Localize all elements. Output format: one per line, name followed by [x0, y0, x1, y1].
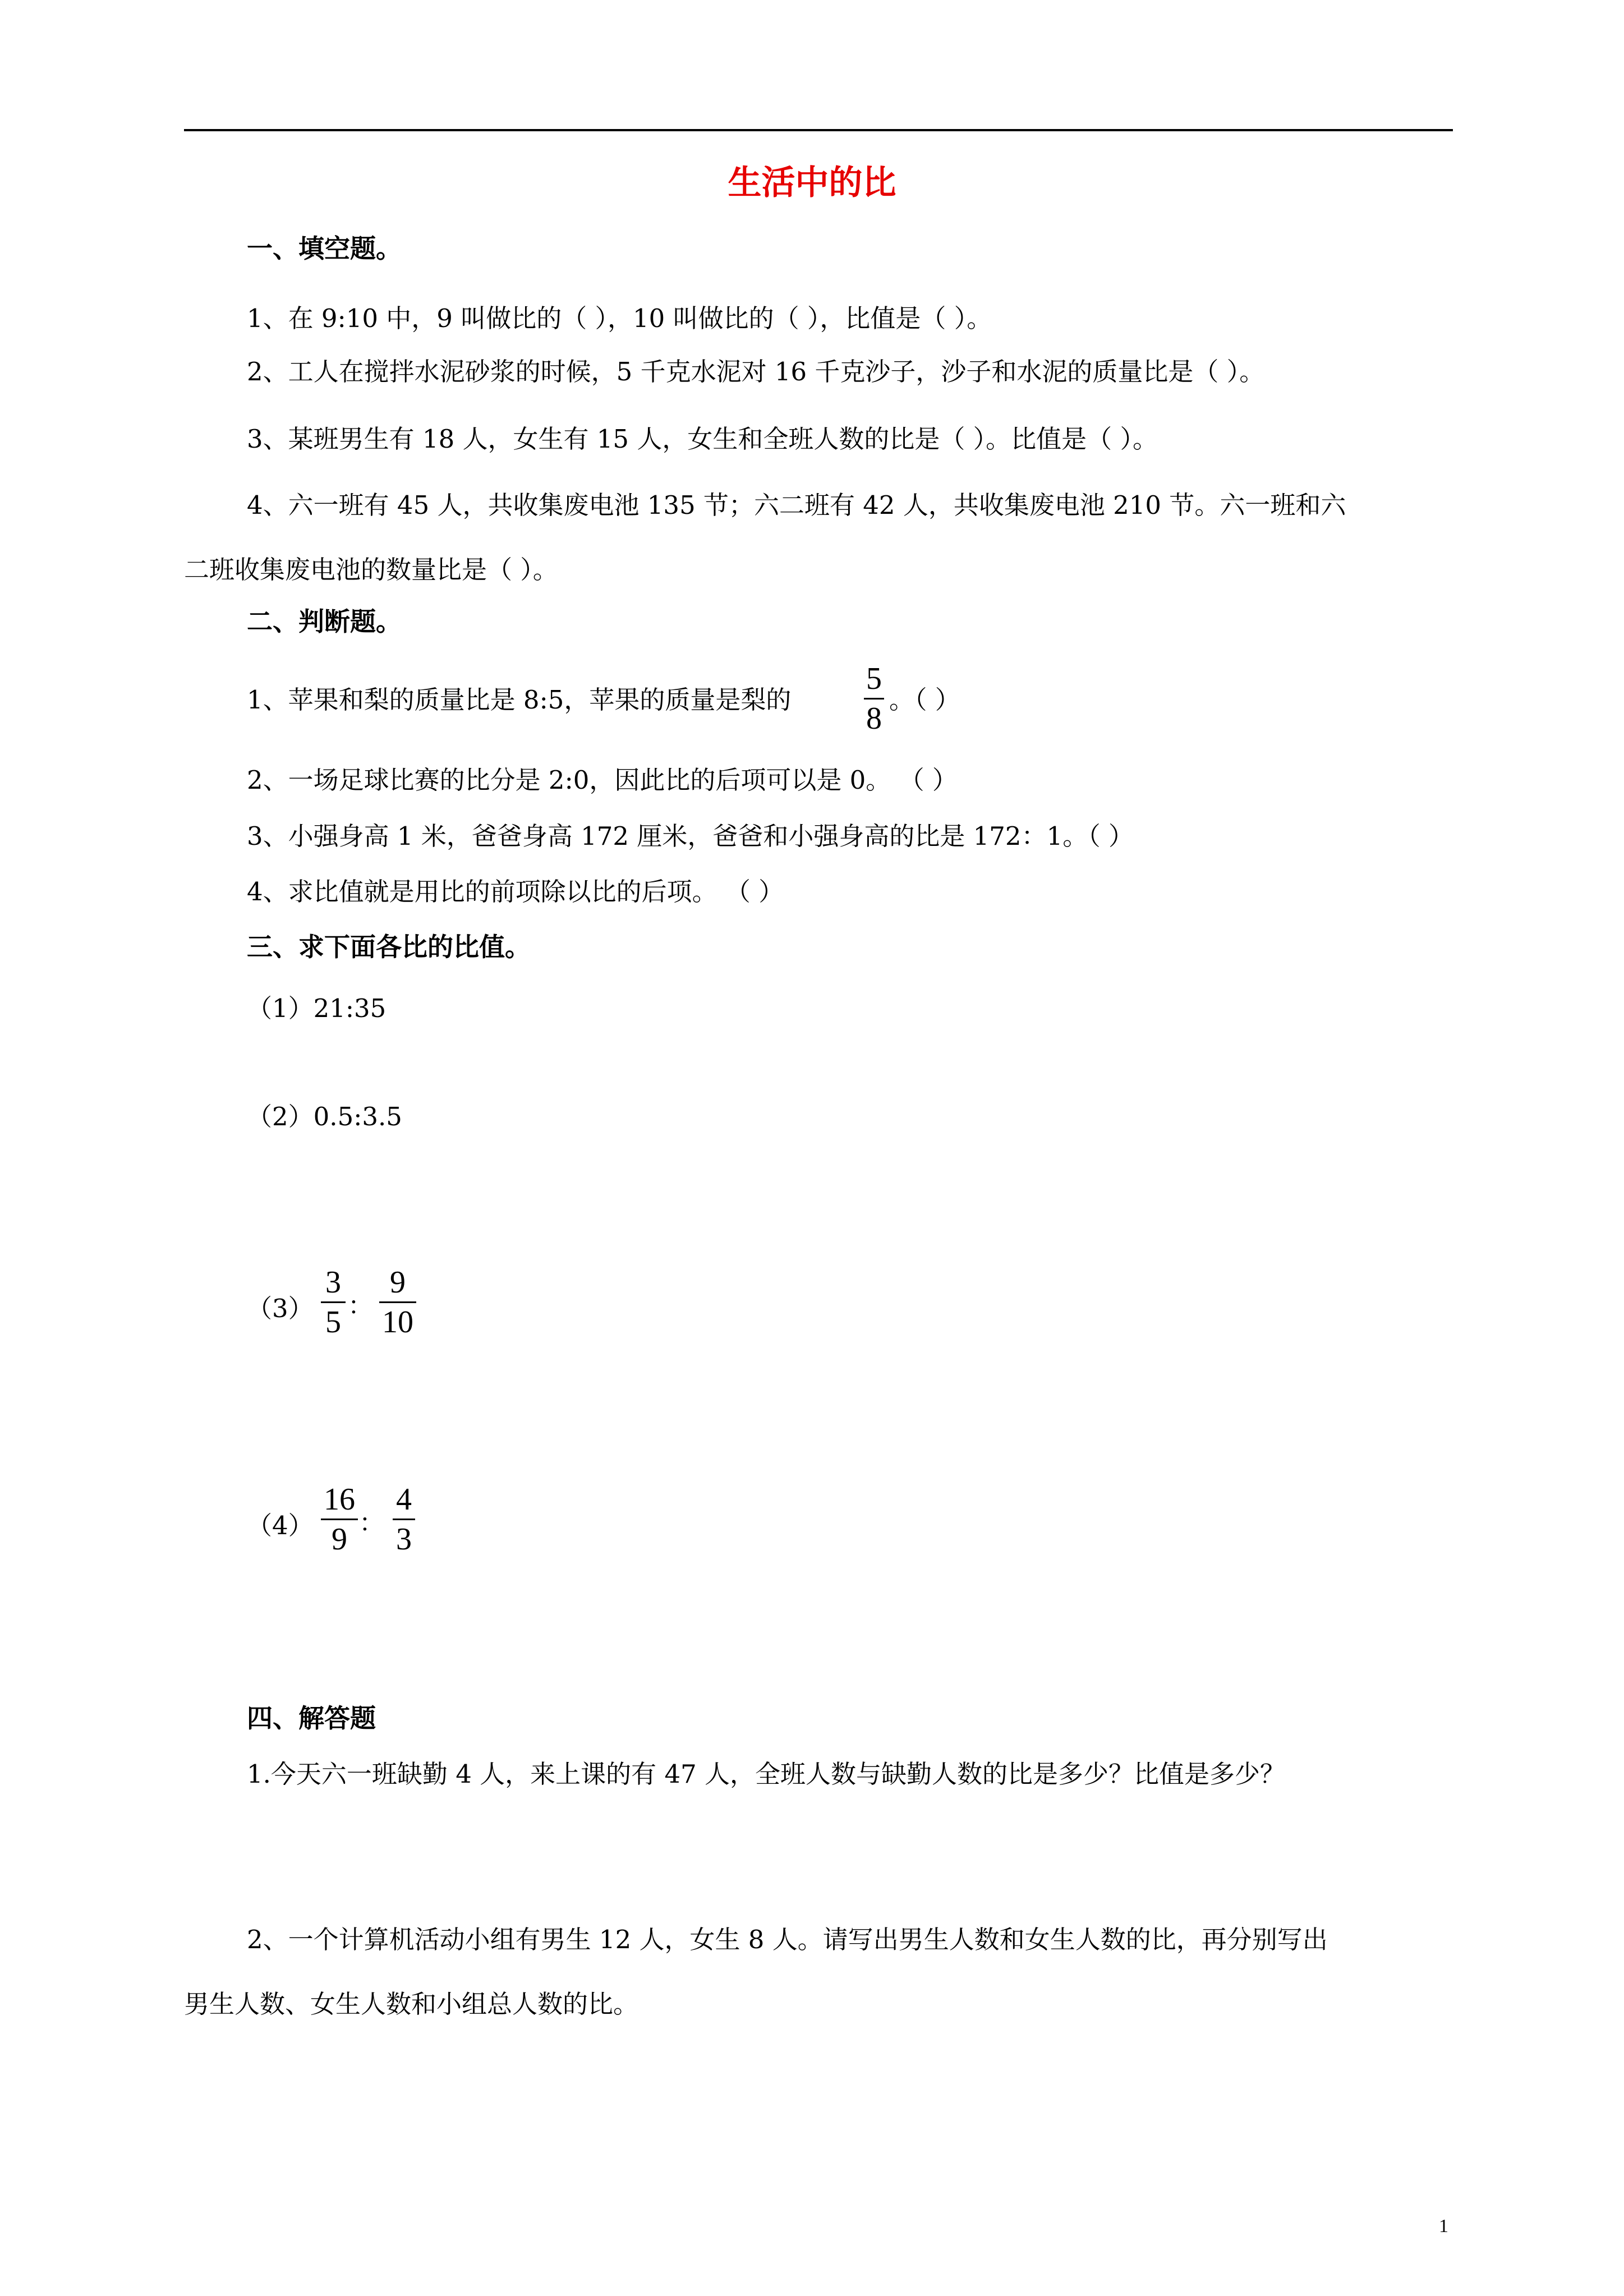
- s2-question-1-fraction: [864, 663, 884, 734]
- section-1-heading: 一、填空题。: [247, 233, 402, 264]
- fraction-denominator: 5: [325, 1305, 341, 1340]
- s1-question-1: 1、在 9:10 中，9 叫做比的（ ），10 叫做比的（ ），比值是（ ）。: [247, 303, 992, 333]
- s3-problem-4-label: （4）: [247, 1511, 314, 1540]
- fraction-denominator: 10: [382, 1305, 413, 1340]
- page-title: 生活中的比: [728, 163, 896, 203]
- fraction-denominator: 9: [332, 1522, 347, 1557]
- fraction-numerator: 4: [396, 1482, 412, 1517]
- header-rule: [184, 129, 1453, 131]
- fraction-bar: [321, 1301, 346, 1303]
- s3-problem-1: （1）21:35: [247, 993, 387, 1023]
- s4-question-2-line1: 2、一个计算机活动小组有男生 12 人，女生 8 人。请写出男生人数和女生人数的比，再分别写出: [247, 1925, 1328, 1954]
- s3-problem-2: （2）0.5:3.5: [247, 1102, 402, 1131]
- fraction-bar: [321, 1519, 358, 1520]
- section-2-heading: 二、判断题。: [247, 606, 402, 637]
- fraction-bar: [393, 1519, 415, 1520]
- s3-problem-3-fraction-a: [321, 1267, 346, 1338]
- fraction-bar: [864, 698, 884, 700]
- fraction-numerator: 3: [325, 1265, 341, 1300]
- s2-question-3: 3、小强身高 1 米，爸爸身高 172 厘米，爸爸和小强身高的比是 172：1。（ ）: [247, 821, 1134, 851]
- s1-question-4-line2: 二班收集废电池的数量比是（ ）。: [184, 555, 558, 585]
- s2-question-4: 4、求比值就是用比的前项除以比的后项。 （ ）: [247, 877, 784, 907]
- fraction-denominator: 3: [396, 1522, 412, 1557]
- s3-problem-3-colon: ：: [348, 1291, 374, 1320]
- s2-question-1-text: 1、苹果和梨的质量比是 8:5，苹果的质量是梨的: [247, 685, 792, 715]
- s3-problem-3-fraction-b: [379, 1267, 416, 1338]
- s1-question-3: 3、某班男生有 18 人，女生有 15 人，女生和全班人数的比是（ ）。比值是（ ）。: [247, 424, 1158, 454]
- s3-problem-4-colon: ：: [359, 1508, 385, 1538]
- s3-problem-3-label: （3）: [247, 1294, 314, 1323]
- section-4-heading: 四、解答题: [247, 1703, 376, 1733]
- s3-problem-4-fraction-b: [393, 1484, 415, 1555]
- s4-question-2-line2: 男生人数、女生人数和小组总人数的比。: [184, 1989, 639, 2019]
- page-number: 1: [1439, 2216, 1448, 2237]
- s1-question-2: 2、工人在搅拌水泥砂浆的时候，5 千克水泥对 16 千克沙子，沙子和水泥的质量比是（ ）。: [247, 357, 1265, 386]
- section-3-heading: 三、求下面各比的比值。: [247, 932, 531, 962]
- fraction-denominator: 8: [866, 701, 882, 736]
- fraction-numerator: 16: [324, 1482, 355, 1517]
- s3-problem-4-fraction-a: [321, 1484, 358, 1555]
- s1-question-4-line1: 4、六一班有 45 人，共收集废电池 135 节；六二班有 42 人，共收集废电池 210 节。六一班和六: [247, 490, 1346, 520]
- s2-question-1-answer: 。（ ）: [889, 685, 960, 715]
- s4-question-1: 1.今天六一班缺勤 4 人，来上课的有 47 人，全班人数与缺勤人数的比是多少？比值是多少？: [247, 1759, 1286, 1789]
- s2-question-2: 2、一场足球比赛的比分是 2:0，因此比的后项可以是 0。 （ ）: [247, 765, 958, 795]
- fraction-numerator: 5: [866, 661, 882, 696]
- fraction-numerator: 9: [390, 1265, 406, 1300]
- fraction-bar: [379, 1301, 416, 1303]
